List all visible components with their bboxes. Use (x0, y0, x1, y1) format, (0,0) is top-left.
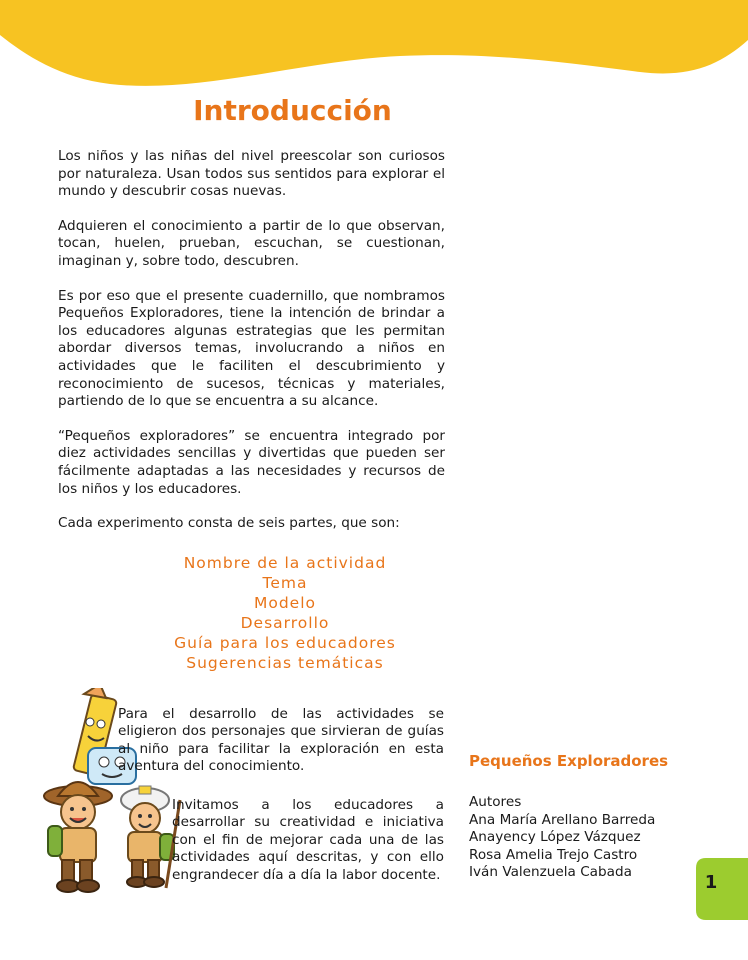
list-item: Nombre de la actividad (183, 554, 387, 572)
paragraph: Los niños y las niñas del nivel preescolar son curiosos por naturaleza. Usan todos sus sentidos para explorar el mundo y descubrir cosas nuevas. (58, 148, 445, 200)
list-item: Guía para los educadores (174, 634, 396, 652)
page-title: Introducción (193, 94, 392, 127)
paragraph: Adquieren el conocimiento a partir de lo que observan, tocan, huelen, prueban, escuchan, se cuestionan, imaginan y, sobre todo, descubren. (58, 217, 445, 269)
experiment-parts-list (130, 553, 440, 673)
invitation-paragraph: Invitamos a los educadores a desarrollar su creatividad e iniciativa con el fin de mejorar cada una de las actividades aquí descritas, y con ello engrandecer día a día la labor docente. (172, 796, 444, 883)
paragraph: Es por eso que el presente cuadernillo, que nombramos Pequeños Exploradores, tiene la intención de brindar a los educadores algunas estrategias que les permitan abordar diversos temas, involucrando a niños en actividades que le faciliten el descubrimiento y reconocimiento de sucesos, técnicas y materiales, partiendo de lo que se encuentra a su alcance. (58, 287, 445, 410)
sidebar-title: Pequeños Exploradores (469, 752, 669, 770)
list-item: Iván Valenzuela Cabada (469, 864, 632, 880)
intro-body (58, 148, 445, 550)
list-item: Sugerencias temáticas (186, 654, 384, 672)
list-item: Rosa Amelia Trejo Castro (469, 846, 638, 863)
credits-sidebar (469, 752, 699, 882)
authors-label: Autores (469, 794, 522, 810)
list-item: Modelo (253, 594, 317, 612)
list-item: Desarrollo (240, 614, 330, 632)
list-item: Ana María Arellano Barreda (469, 811, 656, 828)
boy-explorer-icon (44, 782, 112, 892)
characters-paragraph: Para el desarrollo de las actividades se eligieron dos personajes que sirvieran de guías al niño para facilitar la exploración en esta aventura del conocimiento. (118, 705, 444, 775)
paragraph: “Pequeños exploradores” se encuentra integrado por diez actividades sencillas y divertidas que pueden ser fácilmente adaptadas a las necesidades y recursos de los niños y los educadores. (58, 427, 445, 497)
paragraph: Cada experimento consta de seis partes, que son: (58, 515, 400, 532)
page-number: 1 (704, 872, 718, 893)
author-list (469, 812, 699, 882)
list-item: Anayency López Vázquez (469, 829, 641, 845)
list-item: Tema (262, 574, 308, 592)
